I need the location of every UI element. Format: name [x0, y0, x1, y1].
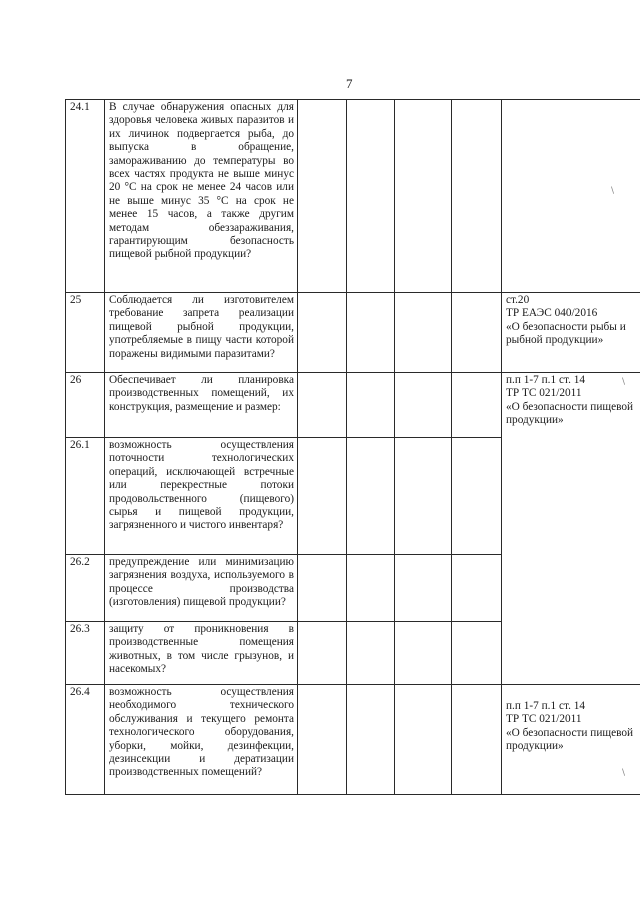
answer-cell-yes[interactable]	[298, 293, 347, 373]
answer-cell-yes[interactable]	[298, 100, 347, 293]
answer-cell-no[interactable]	[347, 555, 395, 622]
item-number: 26.1	[66, 438, 105, 555]
reference-article: п.п 1-7 п.1 ст. 14	[506, 374, 586, 386]
answer-cell-note[interactable]	[452, 293, 502, 373]
item-number: 26	[66, 373, 105, 438]
answer-cell-no[interactable]	[347, 622, 395, 685]
question-text: возможность осуществления необходимого технического обслуживания и текущего ремонта технологического оборудования, уборки, мойки, дезинфекции, дезинсекции и дератизации производственных помещений?	[105, 685, 298, 795]
reference-cell	[502, 100, 640, 293]
question-text: В случае обнаружения опасных для здоровья человека живых паразитов и их личинок подвергается рыба, до выпуска в обращение, замораживанию до температуры во всех частях продукта не выше минус 20 °С на срок не менее 24 часов или не выше минус 35 °С на срок не менее 15 часов, а также другим методам обеззараживания, гарантирующим безопасность пищевой рыбной продукции?	[105, 100, 298, 293]
answer-cell-note[interactable]	[452, 438, 502, 555]
item-number: 25	[66, 293, 105, 373]
reference-cell	[502, 685, 640, 795]
item-number: 26.4	[66, 685, 105, 795]
question-text: предупреждение или минимизацию загрязнения воздуха, используемого в процессе производства (изготовления) пищевой продукции?	[105, 555, 298, 622]
question-text: Соблюдается ли изготовителем требование запрета реализации пищевой рыбной продукции, употребляемые в пищу части которой поражены видимыми паразитами?	[105, 293, 298, 373]
reference-title: «О безопасности пищевой продукции»	[506, 400, 634, 427]
answer-cell-no[interactable]	[347, 100, 395, 293]
reference-regulation: ТР ЕАЭС 040/2016	[506, 307, 598, 320]
reference-regulation: ТР ТС 021/2011	[506, 387, 582, 400]
answer-cell-na[interactable]	[395, 685, 452, 795]
margin-mark: \	[622, 377, 626, 387]
answer-cell-no[interactable]	[347, 293, 395, 373]
table-row	[66, 373, 640, 438]
reference-cell	[502, 293, 640, 373]
answer-cell-yes[interactable]	[298, 438, 347, 555]
question-text: защиту от проникновения в производственные помещения животных, в том числе грызунов, и насекомых?	[105, 622, 298, 685]
reference-regulation: ТР ТС 021/2011	[506, 713, 582, 726]
page-number: 7	[346, 76, 353, 91]
answer-cell-note[interactable]	[452, 685, 502, 795]
item-number: 24.1	[66, 100, 105, 293]
table-row	[66, 685, 640, 795]
answer-cell-note[interactable]	[452, 622, 502, 685]
item-number: 26.3	[66, 622, 105, 685]
answer-cell-no[interactable]	[347, 438, 395, 555]
answer-cell-na[interactable]	[395, 555, 452, 622]
reference-spacer	[506, 686, 640, 700]
answer-cell-na[interactable]	[395, 438, 452, 555]
answer-cell-yes[interactable]	[298, 373, 347, 438]
answer-cell-note[interactable]	[452, 555, 502, 622]
reference-article: ст.20	[506, 294, 530, 306]
answer-cell-note[interactable]	[452, 373, 502, 438]
answer-cell-na[interactable]	[395, 100, 452, 293]
margin-mark: \	[611, 186, 615, 196]
question-text: Обеспечивает ли планировка производственных помещений, их конструкция, размещение и размер:	[105, 373, 298, 438]
answer-cell-na[interactable]	[395, 293, 452, 373]
item-number: 26.2	[66, 555, 105, 622]
answer-cell-na[interactable]	[395, 373, 452, 438]
reference-title: «О безопасности пищевой продукции»	[506, 726, 634, 753]
answer-cell-yes[interactable]	[298, 555, 347, 622]
table-row	[66, 293, 640, 373]
answer-cell-note[interactable]	[452, 100, 502, 293]
answer-cell-na[interactable]	[395, 622, 452, 685]
answer-cell-no[interactable]	[347, 373, 395, 438]
question-text: возможность осуществления поточности технологических операций, исключающей встречные или перекрестные потоки продовольственного (пищевого) сырья и пищевой продукции, загрязненного и чистого инвентаря?	[105, 438, 298, 555]
checklist-table	[65, 99, 640, 795]
answer-cell-yes[interactable]	[298, 622, 347, 685]
answer-cell-no[interactable]	[347, 685, 395, 795]
table-row	[66, 100, 640, 293]
reference-article: п.п 1-7 п.1 ст. 14	[506, 700, 586, 712]
reference-cell	[502, 373, 640, 685]
reference-title: «О безопасности рыбы и рыбной продукции»	[506, 320, 626, 347]
answer-cell-yes[interactable]	[298, 685, 347, 795]
margin-mark: \	[622, 768, 626, 778]
